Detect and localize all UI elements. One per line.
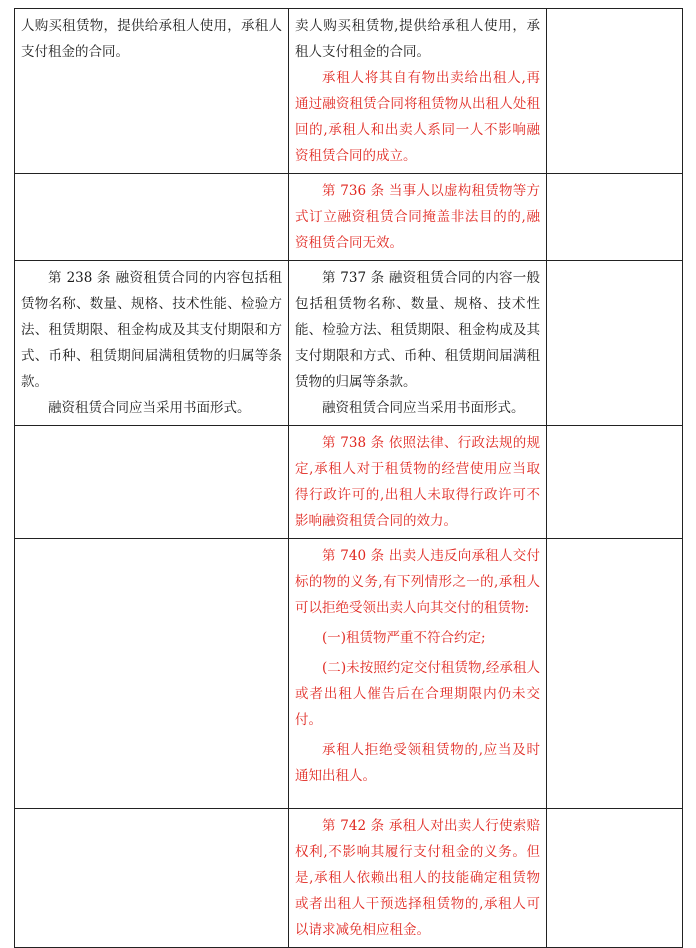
old-article-text: 融资租赁合同应当采用书面形式。 <box>48 400 251 416</box>
new-law-cell <box>289 426 547 539</box>
table-row <box>15 426 683 539</box>
new-law-cell <box>289 9 547 174</box>
note-cell <box>547 261 683 426</box>
new-article-added-text: 承租人将其自有物出卖给出租人,再通过融资租赁合同将租赁物从出租人处租回的,承租人和出卖人系同一人不影响融资租赁合同的成立。 <box>295 70 540 164</box>
new-article-text: 融资租赁合同应当采用书面形式。 <box>322 400 525 416</box>
old-law-cell <box>15 426 289 539</box>
comparison-table <box>14 8 683 948</box>
note-cell <box>547 174 683 261</box>
table-row <box>15 174 683 261</box>
new-article-added-text: (二)未按照约定交付租赁物,经承租人或者出租人催告后在合理期限内仍未交付。 <box>295 660 540 728</box>
note-cell <box>547 426 683 539</box>
note-cell <box>547 539 683 809</box>
new-law-cell <box>289 261 547 426</box>
old-law-cell <box>15 809 289 948</box>
table-row <box>15 539 683 809</box>
new-law-cell <box>289 539 547 809</box>
new-law-cell <box>289 174 547 261</box>
new-article-added-text: 第 740 条 出卖人违反向承租人交付标的物的义务,有下列情形之一的,承租人可以拒绝受领出卖人向其交付的租赁物: <box>295 548 540 616</box>
new-article-text: 第 737 条 融资租赁合同的内容一般包括租赁物名称、数量、规格、技术性能、检验方法、租赁期限、租金构成及其支付期限和方式、币种、租赁期间届满租赁物的归属等条款。 <box>295 270 540 390</box>
new-article-added-text: (一)租赁物严重不符合约定; <box>322 630 486 646</box>
table-row <box>15 261 683 426</box>
old-law-cell <box>15 261 289 426</box>
table-row <box>15 809 683 948</box>
new-article-added-text: 第 738 条 依照法律、行政法规的规定,承租人对于租赁物的经营使用应当取得行政许可的,出租人未取得行政许可不影响融资租赁合同的效力。 <box>295 435 540 529</box>
old-article-text: 第 238 条 融资租赁合同的内容包括租赁物名称、数量、规格、技术性能、检验方法、租赁期限、租金构成及其支付期限和方式、币种、租赁期间届满租赁物的归属等条款。 <box>21 270 282 390</box>
old-law-cell <box>15 174 289 261</box>
new-article-text: 卖人购买租赁物,提供给承租人使用，承租人支付租金的合同。 <box>295 18 540 60</box>
new-law-cell <box>289 809 547 948</box>
old-law-cell <box>15 539 289 809</box>
new-article-added-text: 第 736 条 当事人以虚构租赁物等方式订立融资租赁合同掩盖非法目的的,融资租赁合同无效。 <box>295 183 540 251</box>
note-cell <box>547 809 683 948</box>
old-law-cell <box>15 9 289 174</box>
old-article-text: 人购买租赁物，提供给承租人使用，承租人支付租金的合同。 <box>21 18 282 60</box>
table-row <box>15 9 683 174</box>
note-cell <box>547 9 683 174</box>
new-article-added-text: 第 742 条 承租人对出卖人行使索赔权利,不影响其履行支付租金的义务。但是,承租人依赖出租人的技能确定租赁物或者出租人干预选择租赁物的,承租人可以请求减免相应租金。 <box>295 818 540 938</box>
new-article-added-text: 承租人拒绝受领租赁物的,应当及时通知出租人。 <box>295 742 540 784</box>
